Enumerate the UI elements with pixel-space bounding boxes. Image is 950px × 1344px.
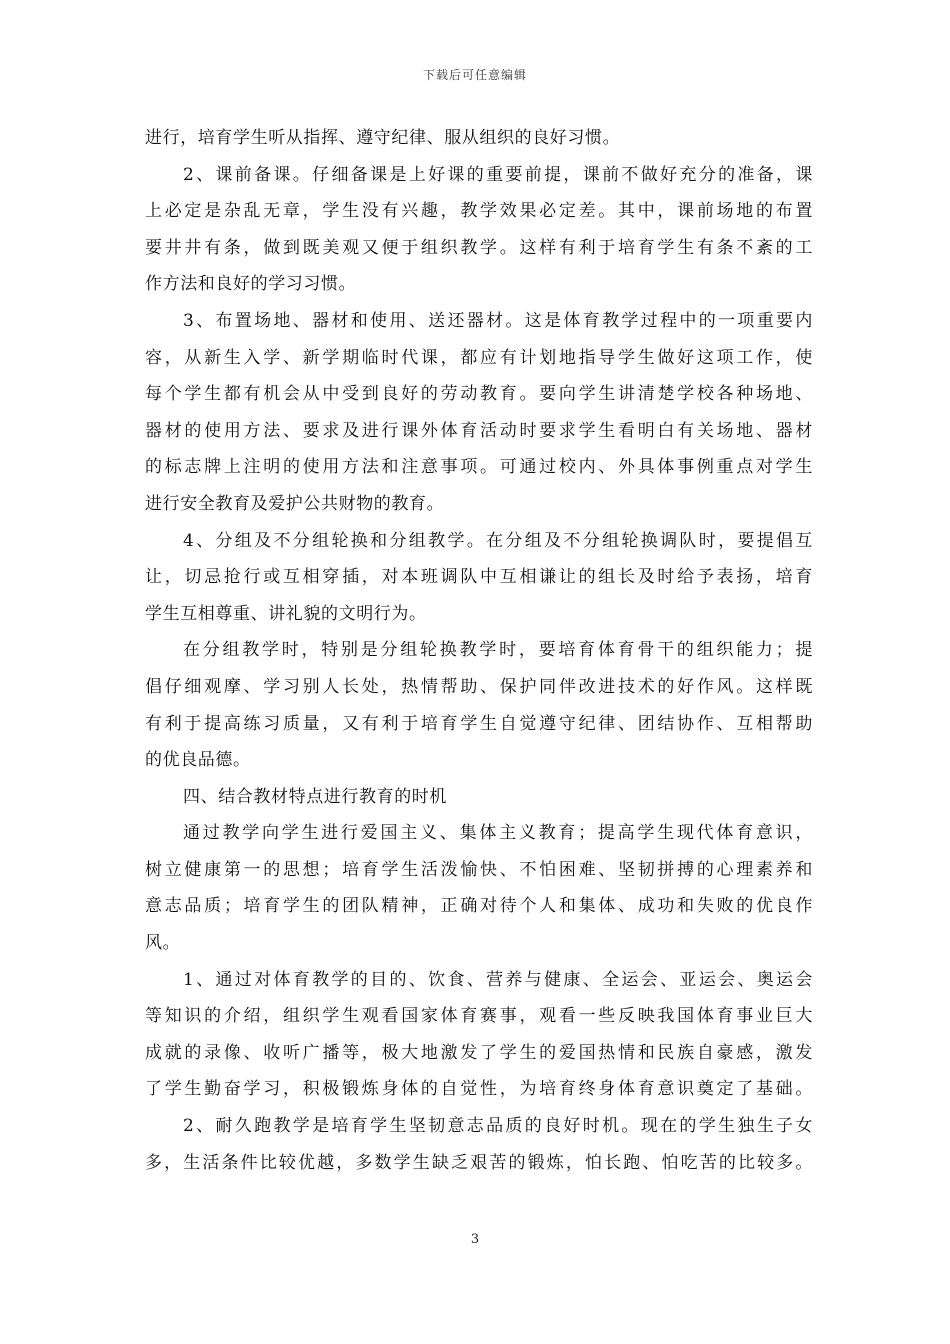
text-line: 等知识的介绍，组织学生观看国家体育赛事，观看一些反映我国体育事业巨大 — [145, 1006, 813, 1027]
page-header: 下载后可任意编辑 — [422, 68, 527, 82]
text-line: 有利于提高练习质量，又有利于培育学生自觉遵守纪律、团结协作、互相帮助 — [145, 713, 813, 734]
page-number: 3 — [470, 1232, 480, 1247]
text-line: 作方法和良好的学习习惯。 — [145, 274, 357, 295]
text-line: 在分组教学时，特别是分组轮换教学时，要培育体育骨干的组织能力；提 — [183, 640, 813, 661]
text-line: 学生互相尊重、讲礼貌的文明行为。 — [145, 603, 427, 624]
text-line: 树立健康第一的思想；培育学生活泼愉快、不怕困难、坚韧拼搏的心理素养和 — [145, 859, 813, 880]
text-line: 成就的录像、收听广播等，极大地激发了学生的爱国热情和民族自豪感，激发 — [145, 1042, 813, 1063]
text-line: 容，从新生入学、新学期临时代课，都应有计划地指导学生做好这项工作，使 — [145, 347, 813, 368]
document-body — [145, 124, 813, 1185]
text-line: 倡仔细观摩、学习别人长处，热情帮助、保护同伴改进技术的好作风。这样既 — [145, 676, 813, 697]
text-line: 让，切忌抢行或互相穿插，对本班调队中互相谦让的组长及时给予表扬，培育 — [145, 567, 813, 588]
text-line: 每个学生都有机会从中受到良好的劳动教育。要向学生讲清楚学校各种场地、 — [145, 384, 813, 405]
text-line: 的标志牌上注明的使用方法和注意事项。可通过校内、外具体事例重点对学生 — [145, 457, 813, 478]
text-line: 了学生勤奋学习，积极锻炼身体的自觉性，为培育终身体育意识奠定了基础。 — [145, 1079, 813, 1100]
text-line: 器材的使用方法、要求及进行课外体育活动时要求学生看明白有关场地、器材 — [145, 420, 813, 441]
text-line: 多，生活条件比较优越，多数学生缺乏艰苦的锻炼，怕长跑、怕吃苦的比较多。 — [145, 1152, 813, 1173]
text-line: 2、课前备课。仔细备课是上好课的重要前提，课前不做好充分的准备，课 — [183, 164, 813, 185]
text-line: 进行，培育学生听从指挥、遵守纪律、服从组织的良好习惯。 — [145, 128, 621, 148]
text-line: 意志品质；培育学生的团队精神，正确对待个人和集体、成功和失败的优良作 — [145, 896, 813, 917]
section-heading: 四、结合教材特点进行教育的时机 — [183, 786, 447, 807]
text-line: 4、分组及不分组轮换和分组教学。在分组及不分组轮换调队时，要提倡互 — [183, 530, 813, 551]
text-line: 风。 — [145, 933, 181, 954]
text-line: 2、耐久跑教学是培育学生坚韧意志品质的良好时机。现在的学生独生子女 — [183, 1116, 813, 1137]
text-line: 通过教学向学生进行爱国主义、集体主义教育；提高学生现代体育意识， — [183, 823, 813, 844]
text-line: 3、布置场地、器材和使用、送还器材。这是体育教学过程中的一项重要内 — [183, 310, 813, 331]
text-line: 1、通过对体育教学的目的、饮食、营养与健康、全运会、亚运会、奥运会 — [183, 969, 813, 990]
text-line: 的优良品德。 — [145, 750, 251, 771]
text-line: 进行安全教育及爱护公共财物的教育。 — [145, 493, 445, 514]
text-line: 上必定是杂乱无章，学生没有兴趣，教学效果必定差。其中，课前场地的布置 — [145, 201, 813, 222]
text-line: 要井井有条，做到既美观又便于组织教学。这样有利于培育学生有条不紊的工 — [145, 237, 813, 258]
